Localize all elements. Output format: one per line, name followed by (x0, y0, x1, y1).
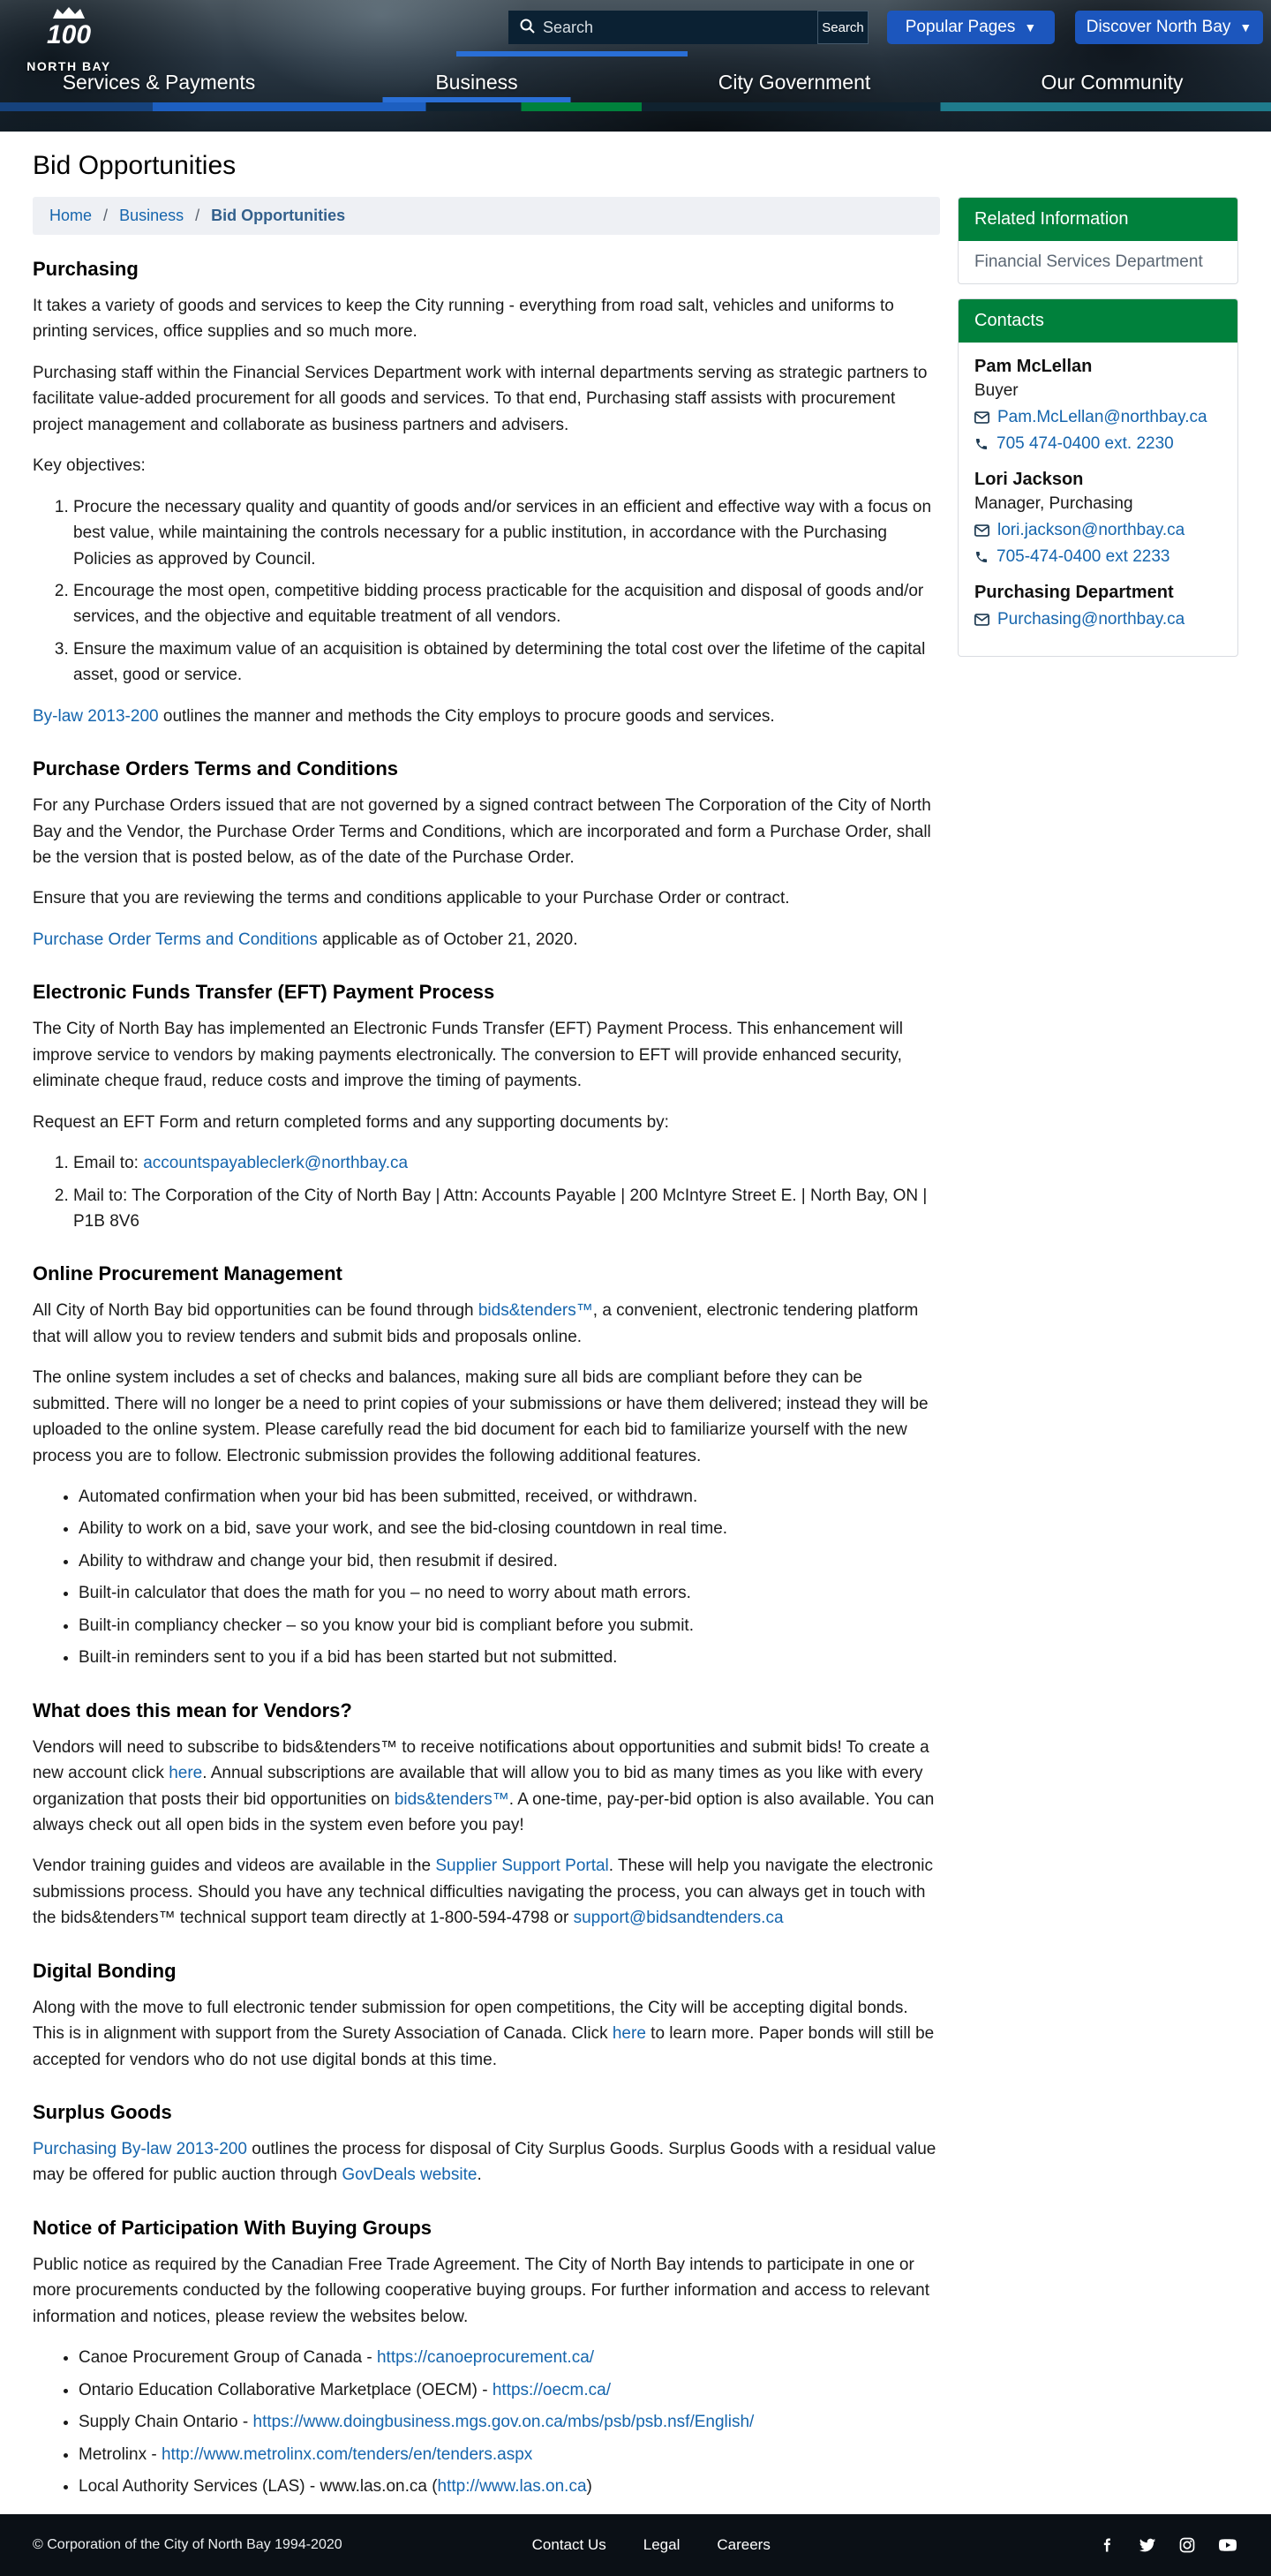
site-header (0, 0, 1271, 132)
section-purchasing (33, 258, 940, 729)
text-segment: Canoe Procurement Group of Canada - (79, 2348, 377, 2368)
nav-our-community[interactable]: Our Community (1041, 70, 1184, 94)
contact-name: Lori Jackson (974, 470, 1084, 489)
section-vendors (33, 1699, 940, 1932)
features-list (33, 1484, 940, 1671)
related-info-header: Related Information (959, 198, 1237, 241)
text-segment: . A one-time, pay-per-bid option is also available. You can always check out all open bids in the system even before you pay! (33, 1789, 935, 1834)
email-icon (974, 411, 989, 424)
inline-link[interactable]: Purchasing By-law 2013-200 (33, 2140, 247, 2158)
list-item (73, 1150, 940, 1176)
contact-name: Pam McLellan (974, 357, 1093, 376)
breadcrumb-separator: / (195, 207, 200, 224)
section-po-terms (33, 757, 940, 953)
section-online-procurement (33, 1262, 940, 1670)
contact-name: Purchasing Department (974, 583, 1174, 602)
text-segment: outlines the process for disposal of City Surplus Goods. Surplus Goods with a residual value may be offered for public auction through (33, 2140, 936, 2185)
footer-link-legal[interactable]: Legal (643, 2536, 681, 2554)
facebook-icon[interactable] (1099, 2536, 1117, 2554)
contact-phone-link[interactable]: 705 474-0400 ext. 2230 (996, 434, 1174, 453)
email-icon (974, 614, 989, 626)
site-footer (0, 2514, 1271, 2576)
email-icon (974, 524, 989, 537)
inline-link[interactable]: Purchase Order Terms and Conditions (33, 930, 318, 949)
paragraph: The online system includes a set of checks and balances, making sure all bids are compliant before they can be submitted. There will no longer be a need to print copies of your submissions or have them delivered; instead they will be uploaded to the online system. Please carefully read the bid document for each bid to familiarize yourself with the new process you are to follow. Electronic submission provides the following additional features. (33, 1368, 929, 1465)
popular-pages-button[interactable] (887, 11, 1055, 44)
inline-link[interactable]: http://www.metrolinx.com/tenders/en/tenders.aspx (161, 2444, 533, 2464)
list-item: • Automated confirmation when your bid has been submitted, received, or withdrawn. (79, 1484, 940, 1510)
city-crest-icon (26, 4, 111, 54)
text-segment: . (477, 2165, 482, 2185)
text-segment: Ontario Education Collaborative Marketplace (OECM) - (79, 2380, 493, 2399)
text-segment: Vendor training guides and videos are available in the (33, 1857, 436, 1876)
section-heading: Surplus Goods (33, 2101, 172, 2123)
paragraph: It takes a variety of goods and services to keep the City running - everything from road salt, vehicles and uniforms to printing services, office supplies and so much more. (33, 297, 894, 342)
page-title: Bid Opportunities (33, 151, 237, 180)
eft-options-list (33, 1150, 940, 1234)
page-container (0, 151, 1271, 2514)
list-item (79, 2345, 940, 2370)
list-item (79, 2442, 940, 2467)
list-item: • Built-in reminders sent to you if a bid has been started but not submitted. (79, 1645, 940, 1670)
contact-phone-link[interactable]: 705-474-0400 ext 2233 (996, 547, 1170, 566)
list-item: • Ability to work on a bid, save your work, and see the bid-closing countdown in real time. (79, 1516, 940, 1541)
breadcrumb-separator: / (103, 207, 109, 224)
inline-link[interactable]: bids&tenders™ (478, 1301, 593, 1321)
section-heading: Online Procurement Management (33, 1262, 342, 1285)
paragraph (33, 2136, 940, 2188)
logo-wordmark: NORTH BAY (26, 59, 111, 73)
inline-link[interactable]: accountspayableclerk@northbay.ca (143, 1154, 409, 1173)
list-item: • Ability to withdraw and change your bid, then resubmit if desired. (79, 1548, 940, 1574)
paragraph (33, 1298, 940, 1350)
contacts-box (958, 298, 1238, 657)
contact-role: Buyer (974, 381, 1019, 400)
section-heading: Electronic Funds Transfer (EFT) Payment Process (33, 981, 495, 1004)
text-segment: applicable as of October 21, 2020. (317, 930, 578, 949)
related-info-box (958, 197, 1238, 284)
buying-groups-list (33, 2345, 940, 2499)
nav-business[interactable]: Business (318, 62, 636, 102)
text-segment: outlines the manner and methods the City employs to procure goods and services. (158, 706, 775, 726)
text-segment: Email to: (73, 1154, 144, 1173)
main-content (33, 197, 940, 2514)
contacts-header: Contacts (959, 299, 1237, 343)
paragraph: Purchasing staff within the Financial Services Department work with internal departments serving as strategic partners to facilitate value-added procurement for all goods and services. To that end, Purchasing staff assists with procurement project management and collaborate as business partners and advisers. (33, 363, 928, 434)
brand-stripe (0, 102, 1271, 111)
contact-role: Manager, Purchasing (974, 494, 1133, 513)
text-segment: All City of North Bay bid opportunities can be found through (33, 1301, 478, 1321)
inline-link[interactable]: https://www.doingbusiness.mgs.gov.on.ca/mbs/psb/psb.nsf/English/ (252, 2413, 755, 2432)
inline-link[interactable]: here (169, 1764, 203, 1783)
search-button[interactable]: Search (817, 11, 869, 44)
text-segment: Local Authority Services (LAS) - www.las.on.ca ( (79, 2476, 438, 2496)
list-item (79, 2409, 940, 2435)
paragraph (33, 1735, 940, 1839)
list-item: 3. Ensure the maximum value of an acquisition is obtained by determining the total cost over the lifetime of the capital asset, good or service. (73, 636, 940, 689)
main-nav (0, 62, 1271, 102)
text-segment: . Annual subscriptions are available that will allow you to bid as many times as you like with every organization that posts their bid opportunities on (33, 1764, 923, 1809)
inline-link[interactable]: bids&tenders™ (394, 1789, 509, 1809)
section-surplus-goods (33, 2101, 940, 2188)
paragraph (33, 1853, 940, 1931)
nav-services-payments[interactable]: Services & Payments (62, 70, 256, 94)
search-bar (508, 11, 869, 44)
list-item: • Built-in compliancy checker – so you know your bid is compliant before you submit. (79, 1613, 940, 1638)
search-icon (519, 18, 535, 38)
paragraph: For any Purchase Orders issued that are not governed by a signed contract between The Corporation of the City of North Bay and the Vendor, the Purchase Order Terms and Conditions, which are incorporated and form a Purchase Order, shall be the version that is posted below, as of the date of the Purchase Order. (33, 796, 931, 867)
chevron-down-icon: ▼ (1239, 20, 1252, 34)
section-heading: Purchasing (33, 258, 139, 280)
section-heading: Notice of Participation With Buying Groups (33, 2216, 432, 2239)
discover-label: Discover North Bay (1086, 18, 1231, 36)
inline-link[interactable]: By-law 2013-200 (33, 706, 159, 726)
section-eft (33, 981, 940, 1234)
breadcrumb-current: Bid Opportunities (211, 207, 346, 224)
contact-email-link[interactable]: lori.jackson@northbay.ca (997, 521, 1185, 539)
paragraph: Key objectives: (33, 456, 146, 476)
footer-link-contact-us[interactable]: Contact Us (531, 2536, 606, 2554)
section-heading: What does this mean for Vendors? (33, 1699, 352, 1721)
twitter-icon[interactable] (1138, 2535, 1157, 2555)
list-item (79, 2377, 940, 2403)
text-segment: Along with the move to full electronic tender submission for open competitions, the City will be accepting digital bonds. This is in alignment with support from the Surety Association of Canada. Click (33, 1998, 908, 2044)
breadcrumb-business[interactable]: Business (119, 207, 184, 224)
text-segment: , a convenient, electronic tendering platform that will allow you to review tenders and submit bids and proposals online. (33, 1301, 919, 1346)
inline-link[interactable]: GovDeals website (342, 2165, 478, 2185)
instagram-icon[interactable] (1178, 2536, 1196, 2554)
footer-link-careers[interactable]: Careers (717, 2536, 771, 2554)
text-segment: Vendors will need to subscribe to bids&tenders™ to receive notifications about opportunities and submit bids! To create a new account click (33, 1737, 929, 1783)
list-item (73, 1183, 940, 1235)
section-heading: Digital Bonding (33, 1959, 177, 1982)
paragraph: The City of North Bay has implemented an Electronic Funds Transfer (EFT) Payment Process. This enhancement will improve service to vendors by making payments electronically. The conversion to EFT will provide enhanced security, eliminate cheque fraud, reduce costs and improve the timing of payments. (33, 1020, 903, 1091)
footer-social (1099, 2535, 1238, 2556)
svg-text:100: 100 (46, 20, 92, 49)
inline-link[interactable]: https://oecm.ca/ (492, 2380, 611, 2399)
paragraph (33, 704, 940, 729)
text-segment: to learn more. Paper bonds will still be accepted for vendors who do not use digital bonds at this time. (33, 2024, 935, 2069)
nav-city-government[interactable]: City Government (718, 70, 871, 94)
footer-copyright: © Corporation of the City of North Bay 1994-2020 (33, 2537, 342, 2553)
text-segment: ) (586, 2476, 592, 2496)
footer-links (532, 2536, 771, 2554)
list-item: • Built-in calculator that does the math for you – no need to worry about math errors. (79, 1580, 940, 1606)
paragraph (33, 1995, 940, 2073)
list-item (79, 2474, 940, 2499)
phone-icon (974, 437, 989, 451)
paragraph (33, 927, 940, 953)
objectives-list (33, 494, 940, 689)
contact-email-link[interactable]: Pam.McLellan@northbay.ca (997, 408, 1207, 426)
city-logo[interactable] (19, 4, 118, 73)
inline-link[interactable]: support@bidsandtenders.ca (573, 1909, 784, 1928)
text-segment: . These will help you navigate the electronic submissions process. Should you have any technical difficulties navigating the process, you can always get in touch with the bids&tenders™ technical support team directly at 1-800-594-4798 or (33, 1857, 933, 1928)
chevron-down-icon: ▼ (1024, 20, 1037, 34)
search-accent-line (456, 51, 688, 56)
contact-email-link[interactable]: Purchasing@northbay.ca (997, 610, 1185, 629)
sidebar (958, 197, 1238, 671)
list-item: 1. Procure the necessary quality and quantity of goods and/or services in an efficient and effective way with a focus on best value, while maintaining the controls necessary for a public institution, in accordance with the Purchasing Policies as approved by Council. (73, 494, 940, 572)
list-item: 2. Encourage the most open, competitive bidding process practicable for the acquisition and disposal of goods and/or services, and the objective and equitable treatment of all vendors. (73, 578, 940, 630)
text-segment: Mail to: The Corporation of the City of North Bay | Attn: Accounts Payable | 200 McIntyre Street E. | North Bay, ON | P1B 8V6 (73, 1186, 928, 1231)
related-link-financial-services[interactable]: Financial Services Department (974, 252, 1203, 271)
section-heading: Purchase Orders Terms and Conditions (33, 757, 399, 780)
text-segment: Metrolinx - (79, 2444, 162, 2464)
inline-link[interactable]: http://www.las.on.ca (437, 2476, 587, 2496)
inline-link[interactable]: here (612, 2024, 646, 2044)
search-field (508, 11, 817, 44)
search-input[interactable] (543, 19, 807, 37)
section-digital-bonding (33, 1960, 940, 2073)
inline-link[interactable]: https://canoeprocurement.ca/ (376, 2348, 595, 2368)
inline-link[interactable]: Supplier Support Portal (435, 1857, 609, 1876)
paragraph: Ensure that you are reviewing the terms and conditions applicable to your Purchase Order or contract. (33, 889, 790, 908)
discover-north-bay-button[interactable] (1075, 11, 1263, 44)
breadcrumb (33, 197, 940, 235)
phone-icon (974, 550, 989, 564)
youtube-icon[interactable] (1217, 2535, 1238, 2556)
paragraph: Request an EFT Form and return completed forms and any supporting documents by: (33, 1112, 669, 1132)
popular-pages-label: Popular Pages (905, 18, 1016, 36)
paragraph: Public notice as required by the Canadian Free Trade Agreement. The City of North Bay intends to participate in one or more procurements conducted by the following cooperative buying groups. For further information and access to relevant information and notices, please review the websites below. (33, 2255, 929, 2326)
section-buying-groups (33, 2217, 940, 2500)
breadcrumb-home[interactable]: Home (49, 207, 93, 224)
text-segment: Supply Chain Ontario - (79, 2413, 253, 2432)
